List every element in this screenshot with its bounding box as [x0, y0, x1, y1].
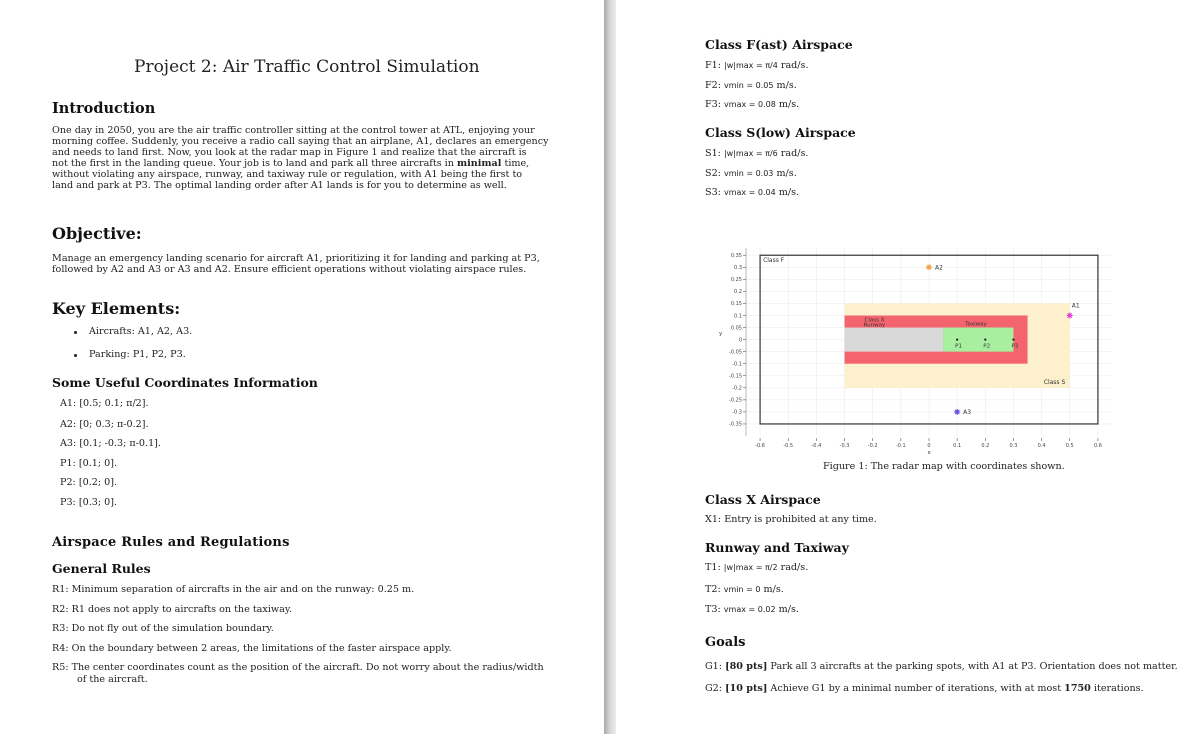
goals-heading: Goals — [705, 635, 746, 650]
general-rules-heading: General Rules — [52, 561, 151, 576]
parking-dot-p2 — [984, 338, 986, 340]
class-f-heading: Class F(ast) Airspace — [705, 37, 853, 52]
x-axis-ticks — [755, 438, 1102, 449]
rule-f1: F1: |w|max = π/4 rad/s. — [705, 60, 809, 71]
radar-map-figure — [706, 243, 1185, 458]
x-tick-label: -0.1 — [895, 443, 906, 449]
coord-p1: P1: [0.1; 0]. — [60, 458, 118, 469]
introduction-heading: Introduction — [52, 100, 156, 117]
page-title: Project 2: Air Traffic Control Simulation — [134, 57, 480, 77]
parking-p3-marker — [1012, 338, 1014, 340]
rule-r4: R4: On the boundary between 2 areas, the limitations of the faster airspace apply. — [52, 643, 452, 654]
x-tick-label: 0.5 — [1065, 443, 1074, 449]
intro-emphasis: minimal — [456, 158, 502, 169]
x-tick-label: -0.2 — [867, 443, 878, 449]
a2-label: A2 — [935, 264, 943, 272]
taxiway-label: Taxiway — [965, 321, 987, 328]
objective-heading: Objective: — [52, 224, 142, 243]
x-tick-label: 0.4 — [1037, 443, 1046, 449]
x-axis-label: x — [927, 450, 931, 456]
y-tick-label: -0.25 — [729, 397, 742, 404]
rule-f2: F2: vmin = 0.05 m/s. — [705, 80, 797, 91]
x-tick-label: -0.6 — [755, 443, 765, 449]
y-tick-label: -0.3 — [732, 409, 742, 416]
y-tick-label: 0.3 — [734, 265, 742, 272]
objective-line-2: followed by A2 and A3 or A3 and A2. Ensure efficient operations without violating airspace rules. — [52, 264, 527, 275]
rule-t1: T1: |w|max = π/2 rad/s. — [705, 562, 809, 573]
intro-line-6: land and park at P3. The optimal landing order after A1 lands is for you to determine as well. — [52, 180, 507, 191]
key-element-parking: Parking: P1, P2, P3. — [89, 349, 186, 360]
bullet-icon — [74, 354, 77, 357]
parking-p1-marker — [956, 338, 958, 340]
intro-line-3: and needs to land first. Now, you look at the radar map in Figure 1 and realize that the aircraft is — [52, 147, 527, 158]
aircraft-a2-core — [927, 266, 930, 269]
aircraft-a1-core — [1068, 314, 1071, 317]
coord-p2: P2: [0.2; 0]. — [60, 477, 118, 488]
rule-r1: R1: Minimum separation of aircrafts in the air and on the runway: 0.25 m. — [52, 584, 415, 595]
y-tick-label: 0 — [738, 337, 742, 344]
y-tick-label: -0.35 — [729, 421, 742, 428]
key-element-aircrafts: Aircrafts: A1, A2, A3. — [89, 326, 193, 337]
rule-t2: T2: vmin = 0 m/s. — [705, 584, 784, 595]
class-f-label: Class F — [763, 257, 785, 265]
intro-line-1: One day in 2050, you are the air traffic controller sitting at the control tower at ATL, enjoying your — [52, 125, 535, 136]
rules-heading: Airspace Rules and Regulations — [52, 535, 290, 550]
rule-s3: S3: vmax = 0.04 m/s. — [705, 187, 800, 198]
rule-r5-continued: of the aircraft. — [77, 674, 148, 685]
goal-g1: G1: [80 pts] Park all 3 aircrafts at the parking spots, with A1 at P3. Orientation does not matter. — [705, 661, 1178, 672]
x-tick-label: 0 — [927, 443, 931, 449]
right-page — [616, 0, 1195, 734]
a1-label: A1 — [1071, 302, 1080, 310]
rule-f3: F3: vmax = 0.08 m/s. — [705, 99, 800, 110]
rule-s1: S1: |w|max = π/6 rad/s. — [705, 148, 809, 159]
y-tick-label: -0.1 — [732, 361, 742, 368]
y-tick-label: 0.05 — [730, 325, 742, 332]
x-tick-label: -0.4 — [811, 443, 822, 449]
y-tick-label: -0.2 — [732, 385, 742, 392]
rule-x1: X1: Entry is prohibited at any time. — [705, 514, 877, 525]
rule-r2: R2: R1 does not apply to aircrafts on the taxiway. — [52, 604, 293, 615]
a3-label: A3 — [963, 408, 972, 416]
y-tick-label: -0.05 — [729, 349, 742, 356]
runway-taxiway-heading: Runway and Taxiway — [705, 540, 849, 555]
coords-heading: Some Useful Coordinates Information — [52, 375, 318, 390]
intro-line-4: not the first in the landing queue. Your job is to land and park all three aircrafts in minimal time, — [52, 158, 530, 169]
y-axis-label: y — [719, 330, 723, 337]
rule-t3: T3: vmax = 0.02 m/s. — [705, 604, 799, 615]
taxiway-region — [943, 328, 1013, 352]
rule-s2: S2: vmin = 0.03 m/s. — [705, 168, 797, 179]
y-tick-label: -0.15 — [729, 373, 742, 380]
coord-a3: A3: [0.1; -0.3; π-0.1]. — [60, 438, 161, 449]
p1-label: P1 — [955, 343, 962, 350]
class-s-label: Class S — [1043, 378, 1066, 386]
parking-dot-p3 — [1012, 338, 1014, 340]
parking-dot-p1 — [956, 338, 958, 340]
y-tick-label: 0.35 — [730, 253, 742, 260]
x-tick-label: 0.1 — [953, 443, 962, 449]
page-gutter — [604, 0, 616, 734]
aircraft-a1-icon — [1067, 312, 1073, 318]
intro-line-5: without violating any airspace, runway, and taxiway rule or regulation, with A1 being the first to — [52, 169, 523, 180]
aircraft-a3-core — [956, 410, 959, 413]
bullet-icon — [74, 331, 77, 334]
p3-label: P3 — [1011, 343, 1019, 350]
class-s-heading: Class S(low) Airspace — [705, 125, 856, 140]
y-axis-ticks — [729, 248, 746, 436]
y-tick-label: 0.2 — [734, 289, 742, 296]
aircraft-a3-icon — [954, 409, 960, 415]
y-tick-label: 0.15 — [730, 301, 742, 308]
class-x-label: Class X — [864, 317, 885, 324]
key-elements-heading: Key Elements: — [52, 299, 181, 318]
p2-label: P2 — [983, 343, 991, 350]
x-tick-label: 0.3 — [1009, 443, 1018, 449]
aircraft-a2-icon — [926, 264, 932, 270]
rule-r5: R5: The center coordinates count as the position of the aircraft. Do not worry about the radius/width — [52, 662, 544, 673]
goal-g2: G2: [10 pts] Achieve G1 by a minimal number of iterations, with at most 1750 iterations. — [705, 683, 1144, 694]
class-x-heading: Class X Airspace — [705, 492, 821, 507]
objective-line-1: Manage an emergency landing scenario for aircraft A1, prioritizing it for landing and parking at P3, — [52, 253, 540, 264]
runway-label: Runway — [863, 322, 886, 329]
y-tick-label: 0.25 — [730, 277, 742, 284]
coord-a1: A1: [0.5; 0.1; π/2]. — [60, 398, 149, 409]
coord-a2: A2: [0; 0.3; π-0.2]. — [60, 419, 149, 430]
x-tick-label: 0.2 — [981, 443, 990, 449]
runway-region — [845, 328, 944, 352]
x-tick-label: 0.6 — [1093, 443, 1102, 449]
parking-p2-marker — [984, 338, 986, 340]
rule-r3: R3: Do not fly out of the simulation boundary. — [52, 623, 274, 634]
coord-p3: P3: [0.3; 0]. — [60, 497, 118, 508]
x-tick-label: -0.5 — [783, 443, 794, 449]
y-tick-label: 0.1 — [734, 313, 742, 320]
figure-caption: Figure 1: The radar map with coordinates shown. — [823, 461, 1065, 472]
x-tick-label: -0.3 — [839, 443, 850, 449]
intro-line-2: morning coffee. Suddenly, you receive a radio call saying that an airplane, A1, declares an emergency — [52, 136, 549, 147]
